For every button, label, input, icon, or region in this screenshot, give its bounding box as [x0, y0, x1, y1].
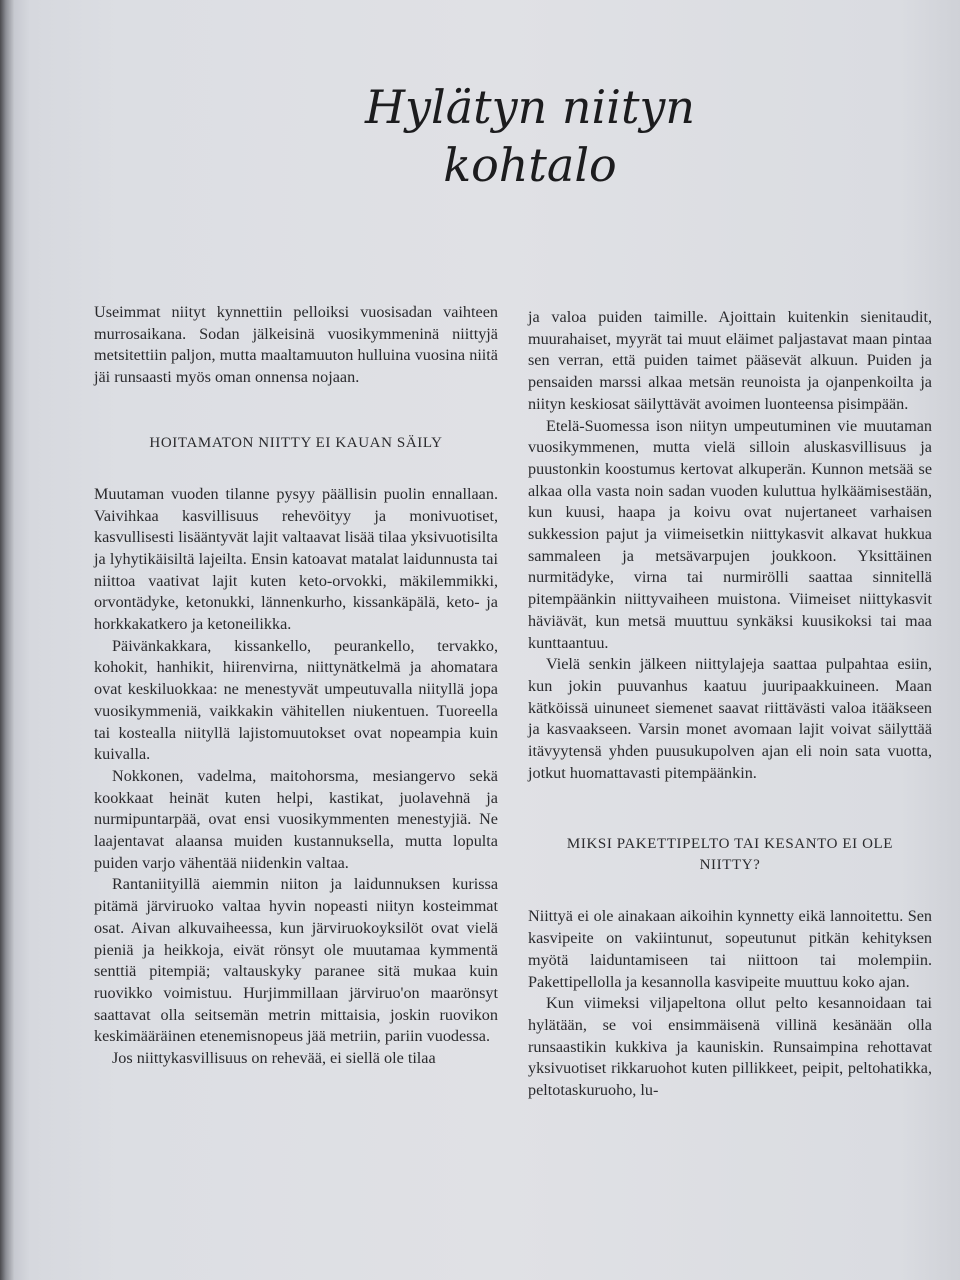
- body-paragraph: Kun viimeksi viljapeltona ollut pelto kesannoidaan tai hylätään, se voi ensimmäisenä villinä kesänään olla runsaastikin kukkiva ja kauniskin. Runsaimpina rehottavat yksivuotiset rikkaruohot kuten pillikkeet, peipit, peltohatikka, peltotaskuruoho, lu-: [528, 994, 932, 1100]
- title-line-1: Hylätyn niityn: [364, 80, 696, 134]
- body-paragraph: Vielä senkin jälkeen niittylajeja saattaa pulpahtaa esiin, kun jokin puuvanhus kaatuu juuripaakkuineen. Maan kätköissä uinuneet siemenet saavat riittävästi valoa itääkseen ja kasvaakseen. Varsin monet avomaan lajit voivat säilyttää itävyytensä yhden puusukupolven ajan eli noin sata vuotta, jotkut huomattavasti pitempäänkin.: [528, 655, 932, 782]
- intro-paragraph: Useimmat niityt kynnettiin pelloiksi vuosisadan vaihteen murrosaikana. Sodan jälkeisinä vuosikymmeninä niittyjä metsitettiin paljon, mutta maaltamuuton hulluina vuosina niitä jäi runsaasti myös oman onnensa nojaan.: [94, 303, 498, 387]
- body-paragraph: Jos niittykasvillisuus on rehevää, ei siellä ole tilaa: [112, 1049, 436, 1068]
- section-heading-hoitamaton: HOITAMATON NIITTY EI KAUAN SÄILY: [149, 434, 443, 451]
- page-title: [250, 78, 810, 194]
- title-line-2: kohtalo: [443, 138, 617, 192]
- body-paragraph: ja valoa puiden taimille. Ajoittain kuitenkin sienitaudit, muurahaiset, myyrät tai muut eläimet paljastavat maan pintaa sen verran, että puiden taimet pääsevät alkuun. Puiden ja pensaiden marssi alkaa metsän reunoista ja ojanpenkoilta ja niityn keskiosat säilyttävät avoimen luonteensa pisimpään.: [528, 308, 932, 413]
- body-paragraph: Päivänkakkara, kissankello, peurankello, tervakko, kohokit, hanhikit, hiirenvirna, niittynätkelmä ja ahomatara ovat keskiluokkaa: ne menestyvät umpeutuvalla niityllä jopa vuosikymmeniä, vaikkakin vähitellen niukentuen. Tuoreella tai kostealla niityllä lajistomuutokset ovat nopeampia kuin kuivalla.: [94, 636, 498, 764]
- body-paragraph: Muutaman vuoden tilanne pysyy päällisin puolin ennallaan. Vaivihkaa kasvillisuus rehevöityy ja monivuotiset, kasvullisesti lisääntyvät lajit valtaavat lisää tilaa yksivuotisilta ja lyhytikäisiltä lajeilta. Ensin katoavat matalat laidunnusta tai niittoa vaativat lajit kuten keto-orvokki, mäkilemmikki, orvontädyke, ketonukki, lännenkurho, kissankäpälä, keto- ja horkkakatkero ja ketoneilikka.: [94, 484, 498, 634]
- book-gutter: [0, 0, 14, 1280]
- right-column: [528, 307, 932, 1102]
- body-paragraph: Nokkonen, vadelma, maitohorsma, mesiangervo sekä kookkaat heinät kuten helpi, kastikat, juolavehnä ja nurmipuntarpää, ovat ensi vuosikymmenten menestyjiä. Ne laajentavat alaansa muiden kustannuksella, mutta lopulta puiden varjo vähentää niidenkin valtaa.: [94, 766, 498, 872]
- section-heading-pakettipelto: MIKSI PAKETTIPELTO TAI KESANTO EI OLE NIITTY?: [566, 836, 894, 874]
- body-paragraph: Rantaniityillä aiemmin niiton ja laidunnuksen kurissa pitämä järviruoko valtaa hyvin nopeasti niityn kosteimmat osat. Aivan alkuvaiheessa, kun järviruokoyksilöt ovat vielä pieniä ja heikkoja, eivät rönsyt ole muutamaa kymmentä senttiä pitempiä; valtauskyky paranee sitä mukaa kuin ruovikko voimistuu. Hurjimmillaan järviruo'on maarönsyt saattavat olla seitsemän metrin mittaisia, joskin ruovikon keskimääräinen etenemisnopeus jää metriin, pariin vuodessa.: [94, 875, 498, 1046]
- body-paragraph: Niittyä ei ole ainakaan aikoihin kynnetty eikä lannoitettu. Sen kasvipeite on vakiintunut, sopeutunut pitkän kehityksen myötä laiduntamiseen tai niittoon tai molempiin. Pakettipellolla ja kesannolla kasvipeite muuttuu koko ajan.: [528, 907, 932, 991]
- body-paragraph: Etelä-Suomessa ison niityn umpeutuminen vie muutaman vuosikymmenen, mutta vielä silloin aluskasvillisuus ja puustonkin koostumus kertovat alkuperän. Kunnon metsää se alkaa olla vasta noin sadan vuoden kuluttua hylkäämisestään, kun kuusi, haapa ja koivu ovat nujertaneet varhaisen sukkession pajut ja viimeisetkin niittykasvit alkavat hukkua sammaleen ja metsävarpujen joukkoon. Yksittäinen nurmitädyke, virna tai nurmirölli saattaa sinnitellä pitempäänkin niittyvaiheen muistona. Viimeiset niittykasvit häviävät, kun metsä muuttuu synkäksi kuusikoksi tai maa kunttaantuu.: [528, 416, 932, 652]
- left-column: [94, 302, 498, 1070]
